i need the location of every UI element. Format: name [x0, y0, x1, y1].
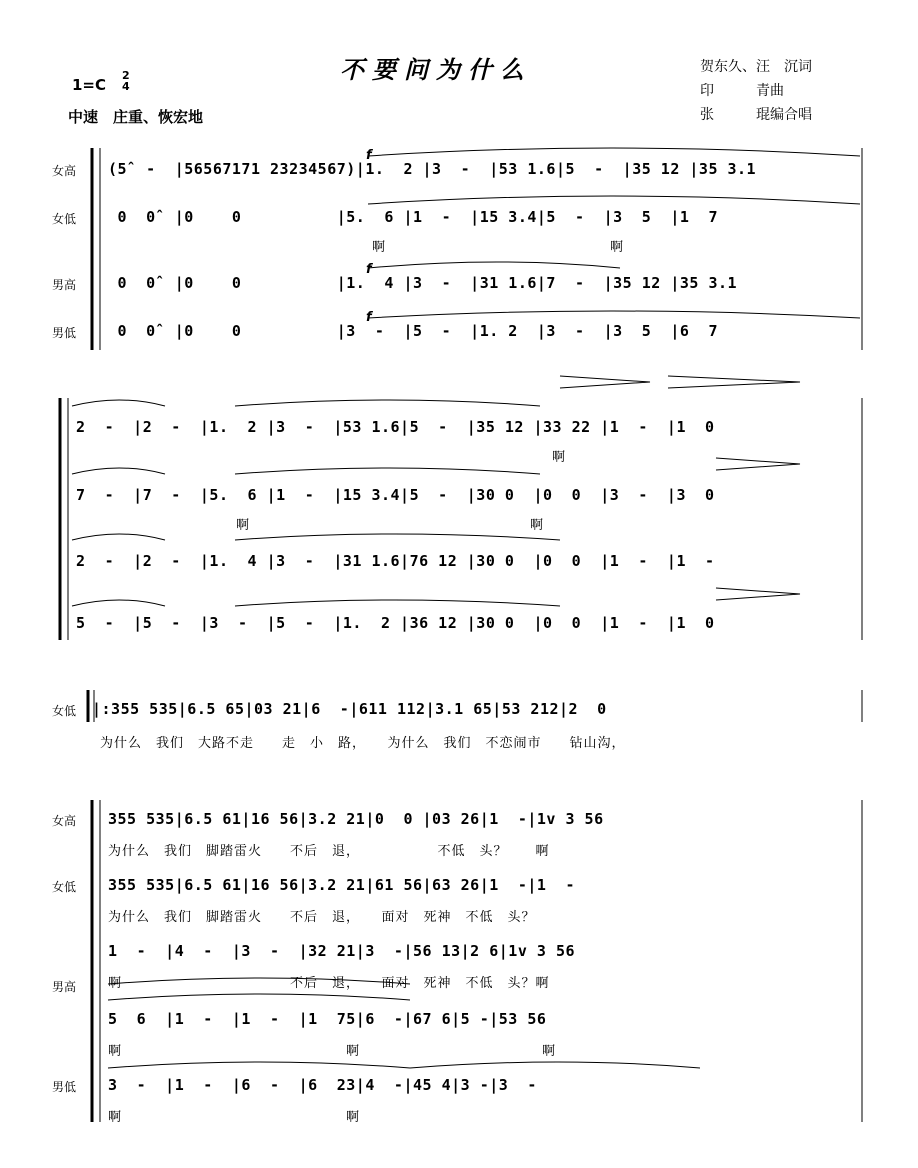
notation-line: 0 0̂ |0 0 |1. 4 |3 - |31 1.6|7 - |35 12 |35 3.1 [108, 274, 738, 292]
dynamic-mark: f [366, 148, 372, 163]
notation-line: 7 - |7 - |5. 6 |1 - |15 3.4|5 - |30 0 |0 0 |3 - |3 0 [76, 486, 715, 504]
part-label-soprano: 女高 [52, 814, 77, 828]
notation-line: 2 - |2 - |1. 4 |3 - |31 1.6|76 12 |30 0 |0 0 |1 - |1 - [76, 552, 715, 570]
arranger-credit: 张 琨编合唱 [700, 107, 812, 123]
part-label-bass: 男低 [52, 326, 77, 340]
notation-line: (5̂ - |56567171 23234567)|1. 2 |3 - |53 1.6|5 - |35 12 |35 3.1 [108, 160, 757, 178]
notation-line: 0 0̂ |0 0 |3 - |5 - |1. 2 |3 - |3 5 |6 7 [108, 322, 718, 340]
part-label-alto: 女低 [52, 704, 77, 718]
dynamic-mark: f [366, 262, 372, 277]
tempo-marking: 中速 庄重、恢宏地 [68, 108, 204, 126]
key-signature: 1=C [72, 76, 107, 94]
lyricist-credit: 贺东久、汪 沉词 [700, 59, 812, 75]
notation-line: 5 - |5 - |3 - |5 - |1. 2 |36 12 |30 0 |0 0 |1 - |1 0 [76, 614, 715, 632]
time-signature: 2 4 [122, 69, 130, 93]
lyric-line: 啊 [552, 450, 567, 465]
part-label-bass: 男低 [52, 1080, 77, 1094]
notation-line: 355 535|6.5 61|16 56|3.2 21|61 56|63 26|1 -|1 - [108, 876, 576, 894]
part-label-alto: 女低 [52, 880, 77, 894]
lyric-line: 为什么 我们 大路不走 走 小 路， 为什么 我们 不恋闹市 钻山沟， [100, 736, 626, 751]
lyric-line: 啊 啊 [108, 1110, 361, 1125]
lyric-line: 啊 啊 [236, 518, 545, 533]
lyric-line: 啊 啊 啊 [108, 1044, 557, 1059]
composer-credit: 印 青曲 [700, 83, 784, 99]
notation-line: 1 - |4 - |3 - |32 21|3 -|56 13|2 6|1v 3 56 [108, 942, 576, 960]
dynamic-mark: f [366, 310, 372, 325]
part-label-tenor: 男高 [52, 278, 77, 292]
notation-line: 355 535|6.5 61|16 56|3.2 21|0 0 |03 26|1 -|1v 3 56 [108, 810, 604, 828]
part-label-alto: 女低 [52, 212, 77, 226]
part-label-soprano: 女高 [52, 164, 77, 178]
notation-line: |:355 535|6.5 65|03 21|6 -|611 112|3.1 65|53 212|2 0 [92, 700, 607, 718]
lyric-line: 啊 啊 [372, 240, 625, 255]
lyric-line: 为什么 我们 脚踏雷火 不后 退， 不低 头？ 啊 [108, 844, 550, 859]
notation-line: 5 6 |1 - |1 - |1 75|6 -|67 6|5 -|53 56 [108, 1010, 547, 1028]
notation-line: 0 0̂ |0 0 |5. 6 |1 - |15 3.4|5 - |3 5 |1 7 [108, 208, 718, 226]
part-label-tenor: 男高 [52, 980, 77, 994]
notation-line: 3 - |1 - |6 - |6 23|4 -|45 4|3 -|3 - [108, 1076, 537, 1094]
song-title: 不要问为什么 [340, 55, 532, 84]
notation-line: 2 - |2 - |1. 2 |3 - |53 1.6|5 - |35 12 |33 22 |1 - |1 0 [76, 418, 715, 436]
lyric-line: 为什么 我们 脚踏雷火 不后 退， 面对 死神 不低 头？ [108, 910, 536, 925]
lyric-line: 啊 不后 退， 面对 死神 不低 头？啊 [108, 976, 550, 991]
